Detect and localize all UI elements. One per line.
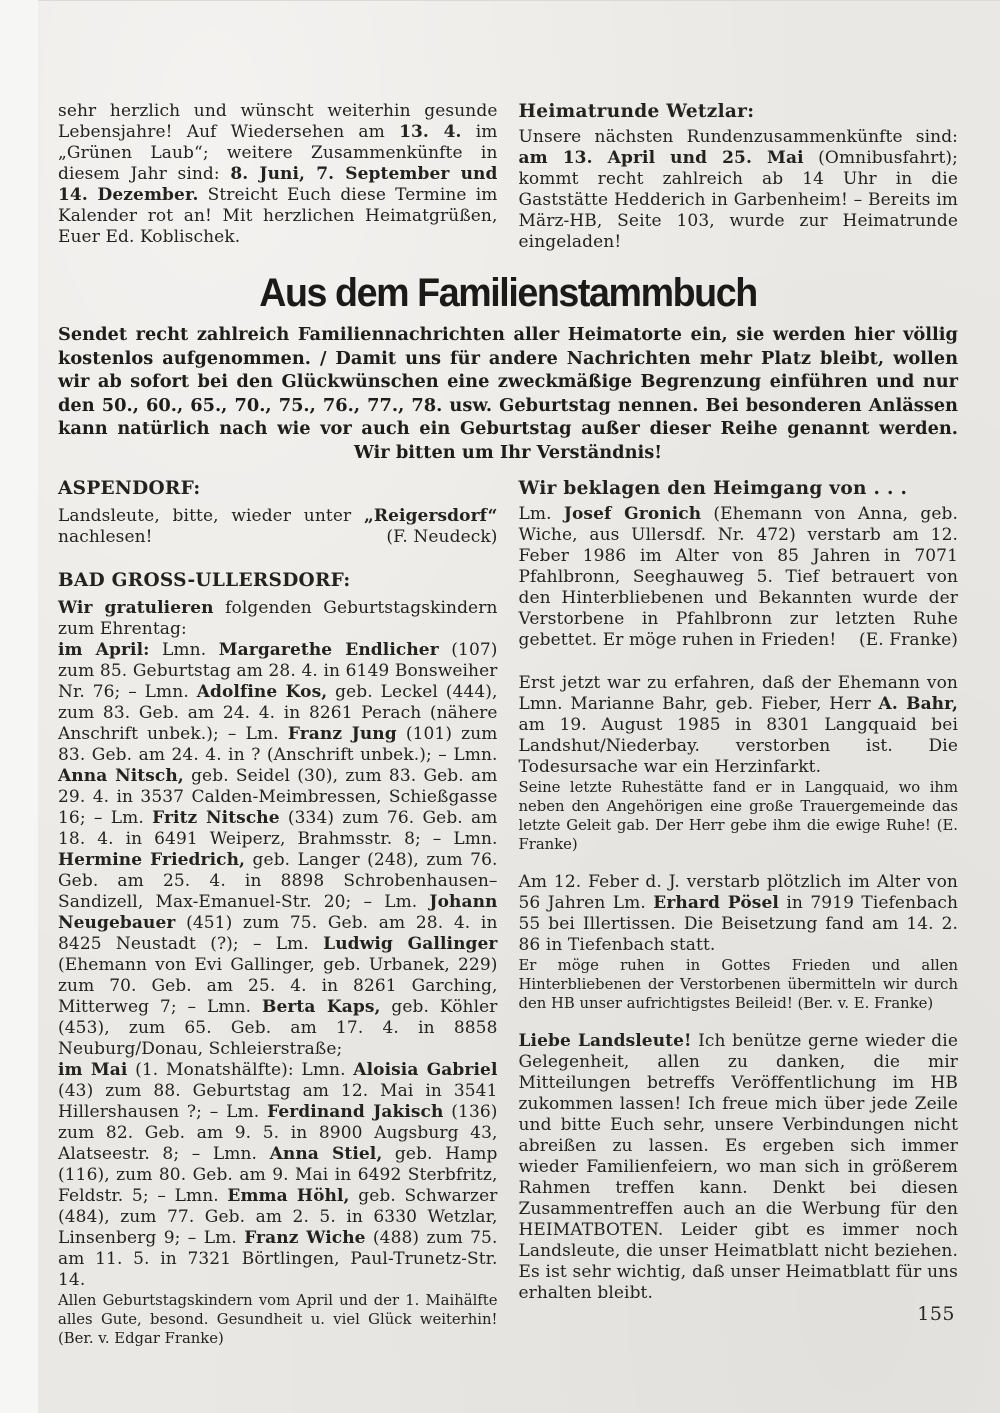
closing-paragraph: Liebe Landsleute! Ich benütze gerne wieder die Gelegenheit, allen zu danken, die mir Mitteilungen betreffs Veröffentlichung im HB zukommen lassen! Ich freue mich über jede Zeile und bitte Euch sehr, unsere Verbindungen nicht abreißen zu lassen. Es ergeben sich immer wieder Familienfeiern, wo man sich in größerem Rahmen treffen kann. Denkt bei diesen Zusammentreffen auch an die Werbung für den HEIMATBOTEN. Leider gibt es immer noch Landsleute, die unser Heimatblatt nicht beziehen. Es ist sehr wichtig, daß unser Heimatblatt für uns erhalten bleibt.	[518, 1031, 958, 1303]
top-section	[58, 101, 958, 253]
congratulations-lead: Wir gratulieren folgenden Geburtstagskindern zum Ehrentag:	[58, 598, 498, 639]
obituary-bahr-note: Seine letzte Ruhestätte fand er in Langquaid, wo ihm neben den Angehörigen eine große Trauergemeinde das letzte Geleit gab. Der Herr gebe ihm die ewige Ruhe! (E. Franke)	[518, 779, 958, 853]
right-column	[519, 478, 959, 1348]
heimatrunde-wetzlar-paragraph: Unsere nächsten Rundenzusammenkünfte sind: am 13. April und 25. Mai (Omnibusfahrt); kommt recht zahlreich ab 14 Uhr in die Gaststätte Hedderich in Garbenheim! – Bereits im März-HB, Seite 103, wurde zur Heimatrunde eingeladen!	[518, 127, 958, 252]
paper-sheet	[38, 0, 1000, 1413]
top-left-column	[58, 101, 498, 253]
main-headline: Aus dem Familienstammbuch	[259, 271, 757, 315]
birthdays-april-paragraph: im April: Lmn. Margarethe Endlicher (107) zum 85. Geburtstag am 28. 4. in 6149 Bonsweiher Nr. 76; – Lmn. Adolfine Kos, geb. Leckel (444), zum 83. Geb. am 24. 4. in 8261 Perach (nähere Anschrift unbek.); – Lm. Franz Jung (101) zum 83. Geb. am 24. 4. in ? (Anschrift unbek.); – Lmn. Anna Nitsch, geb. Seidel (30), zum 83. Geb. am 29. 4. in 3537 Calden-Meimbressen, Schießgasse 16; – Lm. Fritz Nitsche (334) zum 76. Geb. am 18. 4. in 6491 Weiperz, Brahmsstr. 8; – Lmn. Hermine Friedrich, geb. Langer (248), zum 76. Geb. am 25. 4. in 8898 Schrobenhausen–Sandizell, Max-Emanuel-Str. 20; – Lm. Johann Neugebauer (451) zum 75. Geb. am 28. 4. in 8425 Neustadt (?); – Lm. Ludwig Gallinger (Ehemann von Evi Gallinger, geb. Urbanek, 229) zum 70. Geb. am 25. 4. in 8261 Garching, Mitterweg 7; – Lmn. Berta Kaps, geb. Köhler (453), zum 65. Geb. am 17. 4. in 8858 Neuburg/Donau, Schleierstraße;	[58, 640, 498, 1059]
columns-section	[58, 478, 958, 1348]
obituaries-heading: Wir beklagen den Heimgang von . . .	[518, 478, 908, 499]
obituary-bahr: Erst jetzt war zu erfahren, daß der Ehemann von Lmn. Marianne Bahr, geb. Fieber, Herr A. Bahr, am 19. August 1985 in 8301 Langquaid bei Landshut/Niederbay. verstorben ist. Die Todesursache war ein Herzinfarkt.	[518, 673, 958, 777]
birthdays-may-paragraph: im Mai (1. Monatshälfte): Lmn. Aloisia Gabriel (43) zum 88. Geburtstag am 12. Mai in 3541 Hillershausen ?; – Lm. Ferdinand Jakisch (136) zum 82. Geb. am 9. 5. in 8900 Augsburg 43, Alatseestr. 8; – Lmn. Anna Stiel, geb. Hamp (116), zum 80. Geb. am 9. Mai in 6492 Sterbfritz, Feldstr. 5; – Lmn. Emma Höhl, geb. Schwarzer (484), zum 77. Geb. am 2. 5. in 6330 Wetzlar, Linsenberg 9; – Lm. Franz Wiche (488) zum 75. am 11. 5. in 7321 Börtlingen, Paul-Trunetz-Str. 14.	[58, 1060, 498, 1290]
koblischek-closing-paragraph: sehr herzlich und wünscht weiterhin gesunde Lebensjahre! Auf Wiedersehen am 13. 4. im „Grünen Laub“; weitere Zusammenkünfte in diesem Jahr sind: 8. Juni, 7. September und 14. Dezember. Streicht Euch diese Termine im Kalender rot an! Mit herzlichen Heimatgrüßen, Euer Ed. Koblischek.	[58, 101, 498, 247]
editorial-intro-paragraph: Sendet recht zahlreich Familiennachrichten aller Heimatorte ein, sie werden hier völlig kostenlos aufgenommen. / Damit uns für andere Nachrichten mehr Platz bleibt, wollen wir ab sofort bei den Glückwünschen eine zweckmäßige Begrenzung einführen und nur den 50., 60., 65., 70., 75., 76., 77., 78. usw. Geburtstag nennen. Bei besonderen Anlässen kann natürlich nach wie vor auch ein Geburtstag außer dieser Reihe genannt werden. Wir bitten um Ihr Verständnis!	[58, 324, 958, 463]
obituary-gronich: Lm. Josef Gronich (Ehemann von Anna, geb. Wiche, aus Ullersdf. Nr. 472) verstarb am 12. Feber 1986 im Alter von 85 Jahren in 7071 Pfahlbronn, Seeghauweg 5. Tief betrauert von den Hinterbliebenen und Bekannten wurde der Verstorbene in Pfahlbronn zur letzten Ruhe gebettet. Er möge ruhen in Frieden! (E. Franke)	[518, 504, 958, 650]
aspendorf-paragraph: Landsleute, bitte, wieder unter „Reigersdorf“ nachlesen! (F. Neudeck)	[58, 506, 498, 547]
left-margin-strip	[0, 0, 38, 1413]
obituary-poesel-note: Er möge ruhen in Gottes Frieden und allen Hinterbliebenen der Verstorbenen übermitteln wir durch den HB unser aufrichtigstes Beileid! (Ber. v. E. Franke)	[518, 957, 958, 1012]
section-heading-bad-gross-ullersdorf: BAD GROSS-ULLERSDORF:	[58, 570, 351, 591]
left-column	[58, 478, 498, 1348]
page-number: 155	[917, 1303, 955, 1325]
top-right-column	[519, 101, 959, 253]
section-heading-aspendorf: ASPENDORF:	[58, 478, 201, 499]
heimatrunde-wetzlar-heading: Heimatrunde Wetzlar:	[518, 101, 755, 122]
birthdays-note: Allen Geburtstagskindern vom April und der 1. Maihälfte alles Gute, besond. Gesundheit u. viel Glück weiterhin! (Ber. v. Edgar Franke)	[58, 1292, 498, 1347]
obituary-poesel: Am 12. Feber d. J. verstarb plötzlich im Alter von 56 Jahren Lm. Erhard Pösel in 7919 Tiefenbach 55 bei Illertissen. Die Beisetzung fand am 14. 2. 86 in Tiefenbach statt.	[518, 872, 959, 955]
